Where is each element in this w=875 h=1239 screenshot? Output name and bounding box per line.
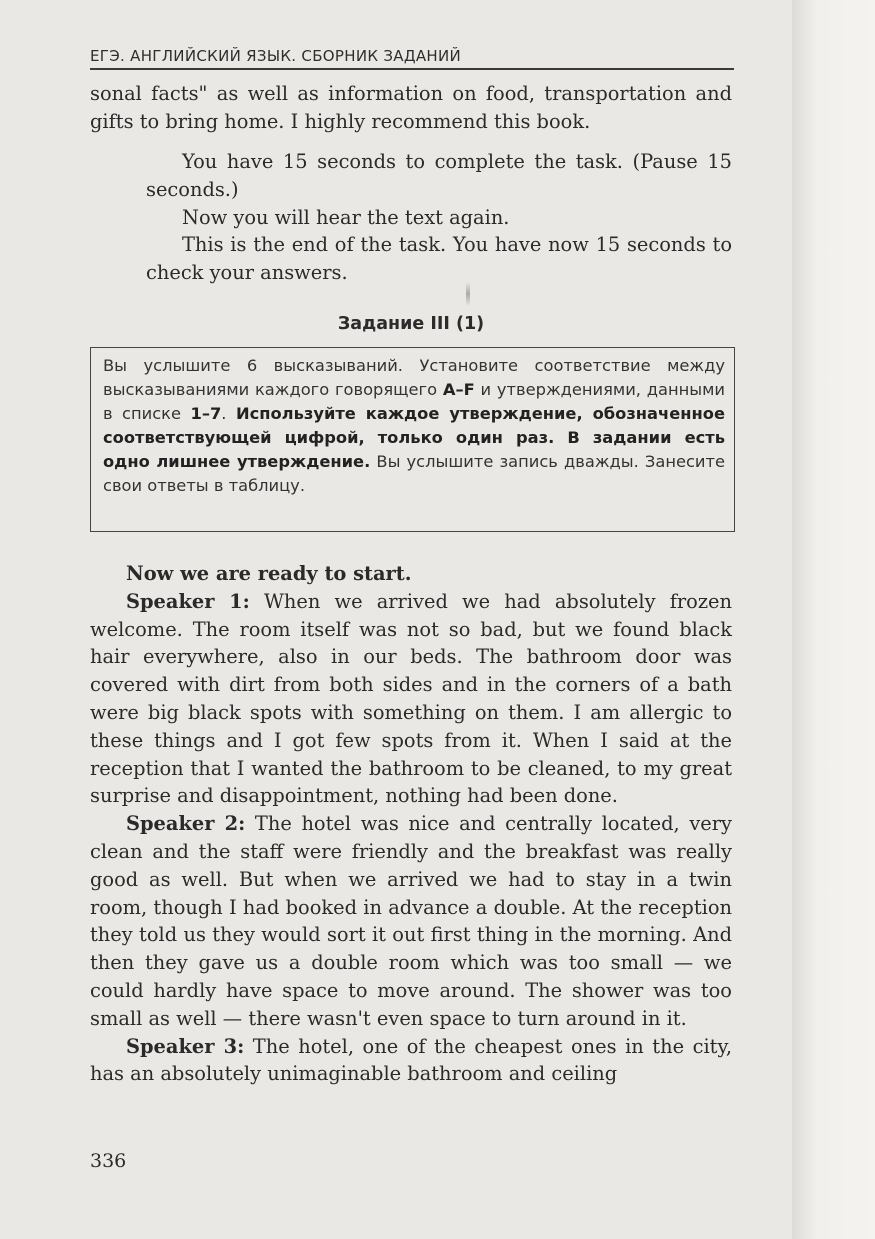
narrator-block bbox=[90, 148, 732, 287]
running-title: ЕГЭ. АНГЛИЙСКИЙ ЯЗЫК. СБОРНИК ЗАДАНИЙ bbox=[90, 47, 462, 65]
task-heading: Задание III (1) bbox=[337, 314, 485, 334]
instruction-bold: Используйте каждое утверждение, обозначенное соответствующей цифрой, только один раз. В задании есть одно лишнее утверждение. bbox=[103, 404, 725, 471]
page-number: 336 bbox=[90, 1150, 127, 1172]
instruction-text-2: и утверждениями, данными в списке bbox=[103, 380, 725, 423]
speaker-2-paragraph bbox=[90, 810, 732, 1032]
hear-again-note: Now you will hear the text again. bbox=[182, 205, 510, 229]
speaker-3-paragraph bbox=[90, 1033, 732, 1089]
scan-margin bbox=[792, 0, 875, 1239]
speaker-2-text: The hotel was nice and centrally located, very clean and the staff were friendly and the breakfast was really good as well. But when we arrived we had to stay in a twin room, though I had booked in advance a double. At the reception they told us they would sort it out first thing in the morning. And then they gave us a double room which was too small — we could hardly have space to move around. The shower was too small as well — there wasn't even space to turn around in it. bbox=[90, 812, 732, 1030]
end-note: This is the end of the task. You have now 15 seconds to check your answers. bbox=[146, 233, 732, 285]
ready-line bbox=[90, 560, 732, 588]
transcript-block bbox=[90, 560, 732, 1088]
instruction-letters: A–F bbox=[442, 380, 475, 399]
continued-paragraph: sonal facts" as well as information on food, transportation and gifts to bring home. I highly recommend this book. bbox=[90, 82, 732, 133]
running-head bbox=[90, 44, 734, 70]
ready-text: Now we are ready to start. bbox=[126, 562, 412, 585]
speaker-1-label: Speaker 1: bbox=[126, 589, 250, 613]
speaker-1-text: When we arrived we had absolutely frozen welcome. The room itself was not so bad, but we found black hair everywhere, also in our beds. The bathroom door was covered with dirt from both sides and in the corners of a bath were big black spots with something on them. I am allergic to these things and I got few spots from it. When I said at the reception that I wanted the bathroom to be cleaned, to my great surprise and disappointment, nothing had been done. bbox=[90, 589, 732, 808]
pause-note: You have 15 seconds to complete the task. (Pause 15 seconds.) bbox=[146, 150, 732, 201]
speaker-3-label: Speaker 3: bbox=[126, 1034, 245, 1058]
instruction-text-3: . bbox=[221, 404, 236, 423]
speaker-1-paragraph bbox=[90, 588, 732, 810]
speaker-2-label: Speaker 2: bbox=[126, 812, 246, 836]
instruction-text-4: Вы услышите запись дважды. Занесите свои ответы в таблицу. bbox=[103, 452, 726, 495]
instruction-numbers: 1–7 bbox=[190, 404, 222, 423]
instruction-text-1: Вы услышите 6 высказываний. Установите соответствие между высказываниями каждого говорящего bbox=[103, 356, 725, 399]
instruction-box bbox=[90, 347, 735, 532]
top-text-block bbox=[90, 80, 732, 136]
speaker-3-text: The hotel, one of the cheapest ones in the city, has an absolutely unimaginable bathroom and ceiling bbox=[90, 1034, 732, 1086]
pencil-mark bbox=[466, 282, 470, 306]
